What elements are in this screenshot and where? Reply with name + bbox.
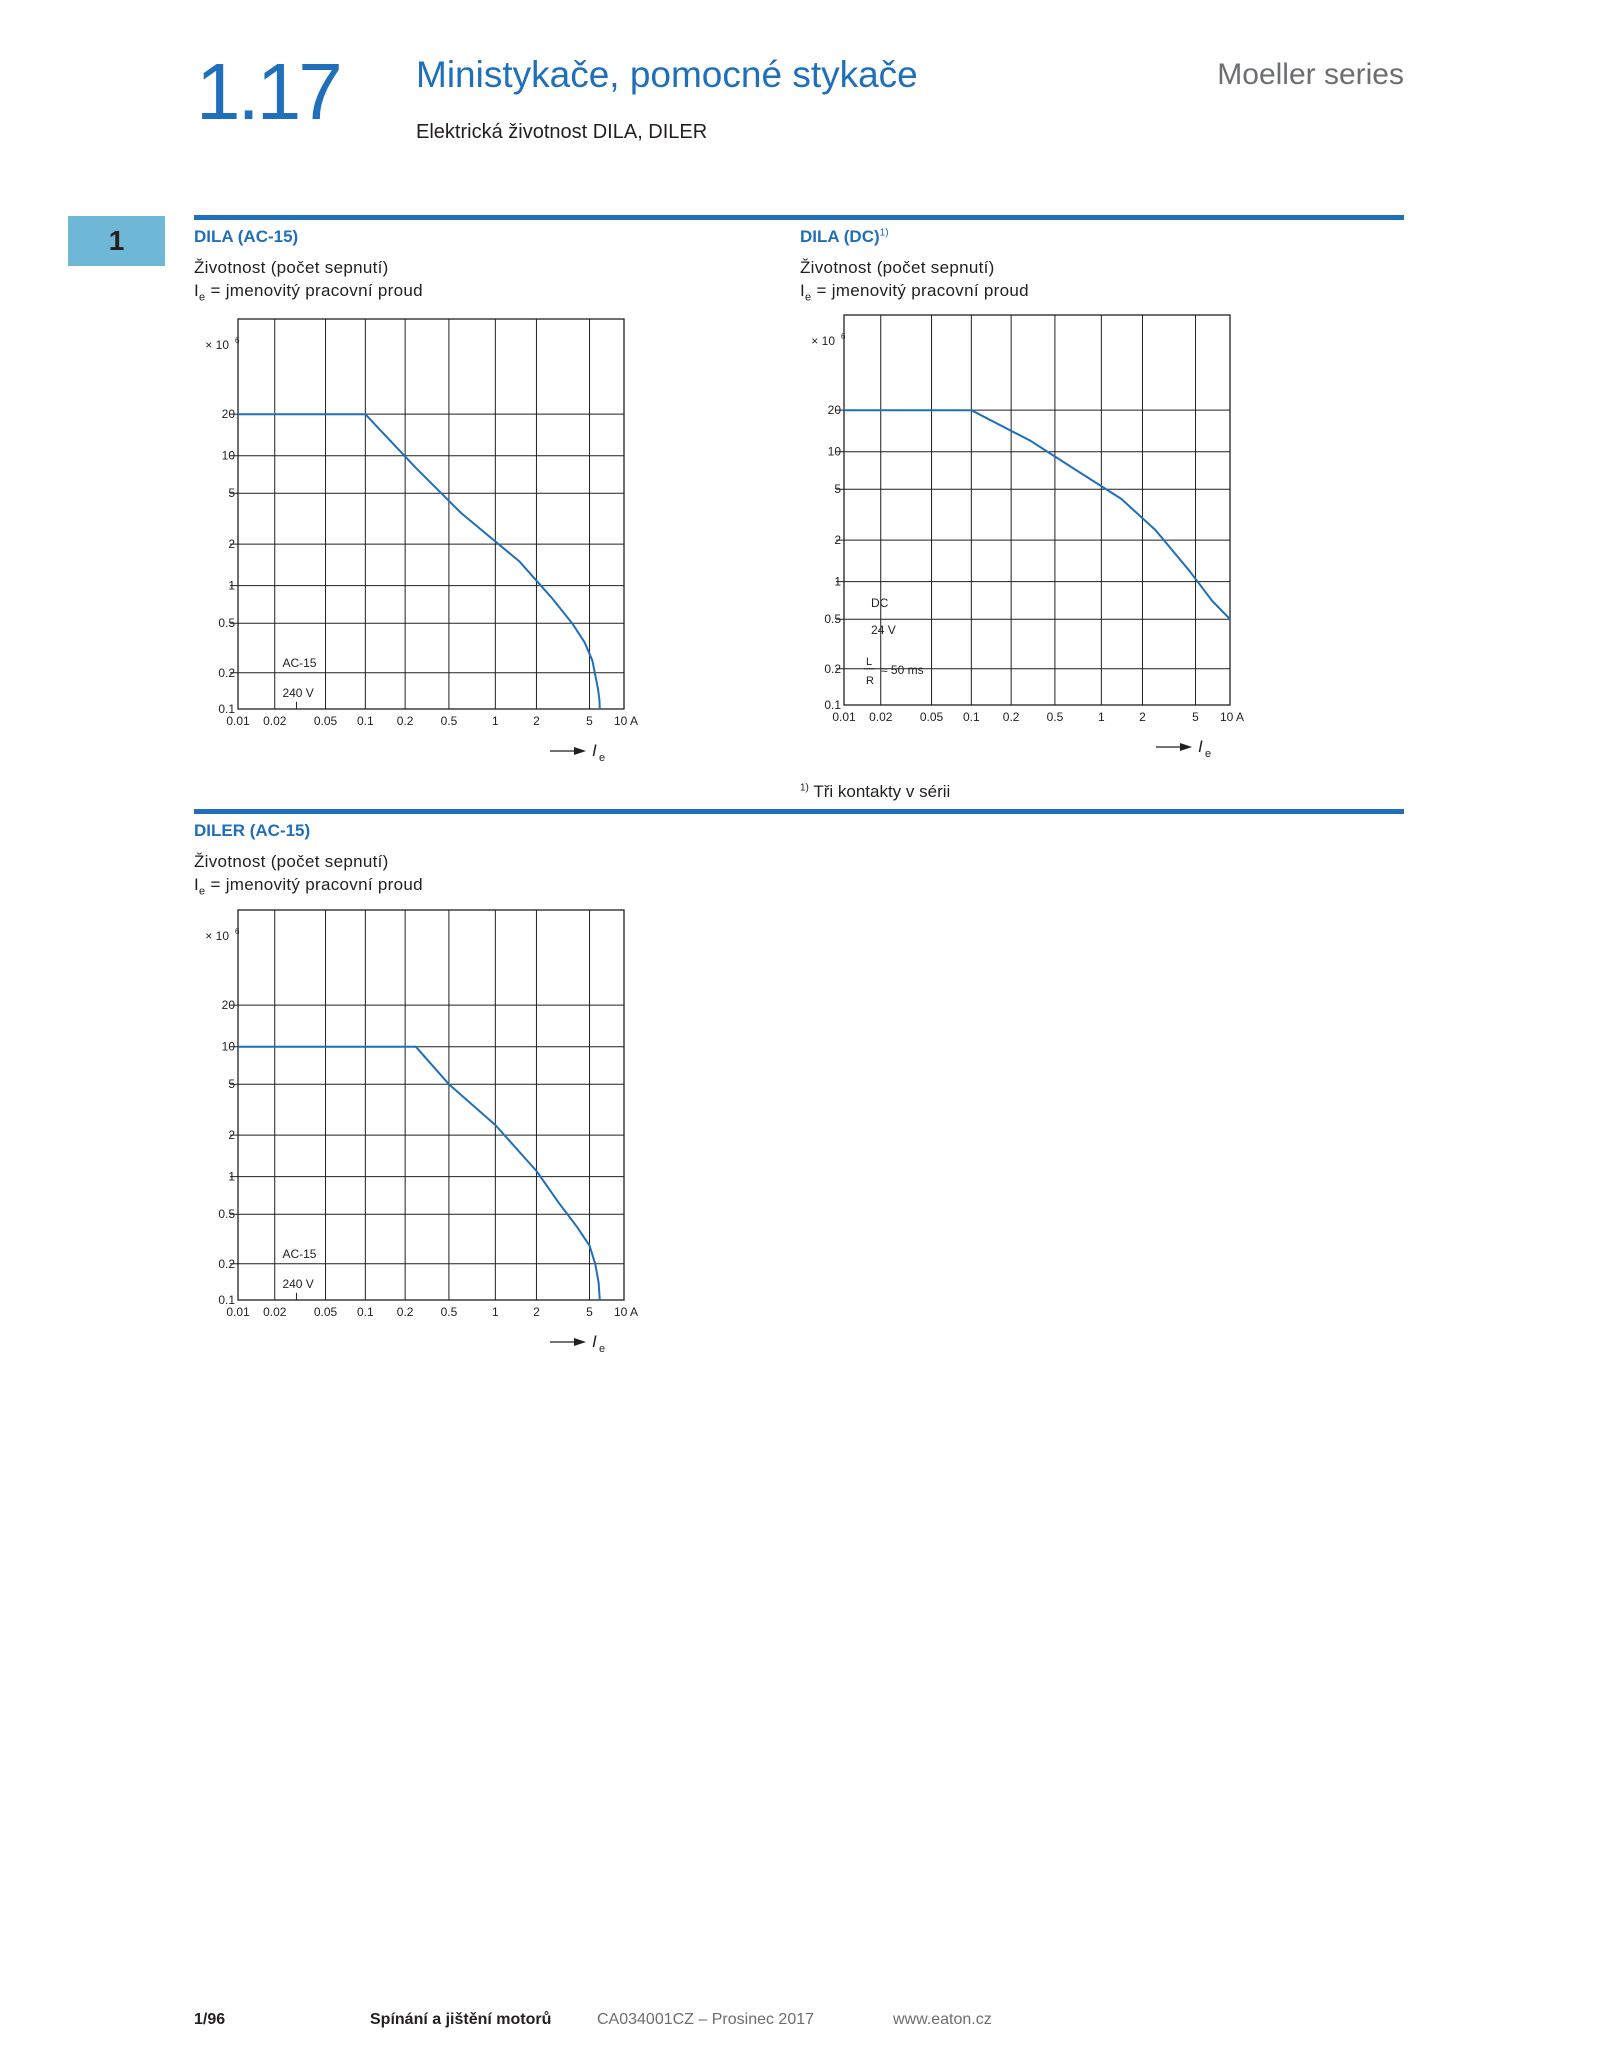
x-axis-label-subscript: e (599, 1343, 606, 1355)
chart-3-description: Životnost (počet sepnutí) (194, 852, 389, 871)
x-tick-label: 0.05 (313, 714, 338, 728)
y-tick-label: 5 (834, 482, 841, 497)
x-tick-label: 0.02 (263, 1305, 287, 1319)
section-number: 1.17 (196, 47, 340, 136)
y-tick-label: 1 (834, 574, 841, 589)
x-tick-label: 10 A (614, 1305, 639, 1319)
footer-doc-id: CA034001CZ – Prosinec 2017 (597, 2011, 815, 2028)
x-tick-label: 1 (492, 714, 499, 728)
y-tick-label: 0.2 (218, 1256, 235, 1271)
x-tick-label: 0.02 (869, 710, 893, 724)
footer-topic: Spínání a jištění motorů (370, 2011, 552, 2028)
y-tick-label: 5 (228, 486, 235, 501)
x-tick-label: 0.5 (440, 714, 458, 728)
x-tick-label: 0.02 (263, 714, 287, 728)
x-tick-label: 0.05 (313, 1305, 338, 1319)
x-axis-arrow-head (1180, 743, 1192, 751)
chart-diler-ac15 (190, 901, 660, 1371)
chart-2-current-definition: $I_e$ = jmenovitý pracovní proud (800, 281, 1029, 304)
y-unit-label: × 10 (205, 338, 229, 352)
chart-3-current-definition: $I_e$ = jmenovitý pracovní proud (194, 875, 423, 898)
series-line (844, 410, 1230, 619)
chart-1-description: Životnost (počet sepnutí) (194, 258, 389, 277)
y-tick-label: 0.5 (218, 1207, 235, 1222)
y-tick-label: 2 (228, 1128, 235, 1143)
y-tick-label: 0.1 (218, 702, 235, 716)
x-tick-label: 1 (492, 1305, 499, 1319)
x-tick-label: 0.5 (1046, 710, 1064, 724)
y-tick-label: 0.2 (218, 665, 235, 680)
x-tick-label: 0.05 (919, 710, 944, 724)
x-tick-label: 10 A (614, 714, 639, 728)
annotation-resistance: R (866, 674, 874, 687)
x-tick-label: 2 (533, 714, 540, 728)
x-axis-arrow-head (574, 747, 586, 755)
x-tick-label: 0.2 (396, 1305, 414, 1319)
y-tick-label: 1 (228, 1169, 235, 1184)
y-unit-label: × 10 (205, 929, 229, 943)
y-tick-label: 10 (221, 448, 235, 463)
x-tick-label: 1 (1098, 710, 1105, 724)
y-tick-label: 0.1 (824, 698, 841, 712)
plot-frame (238, 319, 624, 709)
x-axis-label-subscript: e (599, 752, 606, 764)
footer-page-number: 1/96 (194, 2011, 226, 2028)
x-tick-label: 2 (533, 1305, 540, 1319)
x-tick-label: 0.01 (226, 1305, 250, 1319)
x-tick-label: 0.1 (356, 714, 374, 728)
annotation-voltage: 240 V (282, 1276, 314, 1291)
annotation-voltage-class: AC-15 (282, 1246, 317, 1261)
section-rule-middle (194, 809, 1404, 814)
chart-dila-ac15 (190, 310, 660, 780)
plot-frame (238, 910, 624, 1300)
x-tick-label: 0.01 (226, 714, 250, 728)
annotation-voltage: 24 V (871, 623, 896, 638)
annotation-inductance: L (866, 655, 873, 668)
section-rule-top (194, 215, 1404, 220)
x-axis-label: I (592, 1332, 597, 1351)
annotation-voltage: 240 V (282, 685, 314, 700)
y-tick-label: 0.5 (824, 612, 841, 627)
y-tick-label: 0.1 (218, 1293, 235, 1307)
chart-1-current-definition: $I_e$ = jmenovitý pracovní proud (194, 281, 423, 304)
x-axis-label: I (1198, 737, 1203, 756)
y-tick-label: 10 (221, 1039, 235, 1054)
x-tick-label: 0.2 (1002, 710, 1020, 724)
page-title: Ministykače, pomocné stykače (416, 54, 918, 95)
y-tick-label: 2 (834, 533, 841, 548)
y-unit-exponent: 6 (235, 927, 240, 936)
x-tick-label: 0.1 (356, 1305, 374, 1319)
x-tick-label: 2 (1139, 710, 1146, 724)
y-tick-label: 20 (221, 998, 235, 1013)
annotation-voltage-class: AC-15 (282, 655, 317, 670)
y-tick-label: 1 (228, 578, 235, 593)
footer-url: www.eaton.cz (893, 2011, 992, 2028)
y-tick-label: 0.2 (824, 661, 841, 676)
y-unit-label: × 10 (811, 334, 835, 348)
chapter-tab: 1 (68, 216, 165, 266)
x-tick-label: 10 A (1220, 710, 1245, 724)
page-subtitle: Elektrická životnost DILA, DILER (416, 121, 708, 143)
y-tick-label: 5 (228, 1077, 235, 1092)
footnote: $^{1)}$ Tři kontakty v sérii (800, 782, 951, 801)
y-unit-exponent: 6 (235, 336, 240, 345)
x-tick-label: 5 (586, 1305, 593, 1319)
series-label: Moeller series (1217, 58, 1404, 91)
chart-2-title: DILA (DC)$^{1)}$ (800, 227, 889, 246)
x-tick-label: 0.5 (440, 1305, 458, 1319)
chart-2-description: Životnost (počet sepnutí) (800, 258, 995, 277)
plot-frame (844, 315, 1230, 705)
y-tick-label: 0.5 (218, 616, 235, 631)
x-axis-arrow-head (574, 1338, 586, 1346)
x-tick-label: 0.01 (832, 710, 856, 724)
annotation-time-constant: ≈ 50 ms (881, 662, 924, 677)
chart-1-title: DILA (AC-15) (194, 227, 299, 246)
y-unit-exponent: 6 (841, 332, 846, 341)
x-tick-label: 0.2 (396, 714, 414, 728)
chart-dila-dc (796, 306, 1266, 776)
chart-3-title: DILER (AC-15) (194, 821, 311, 840)
x-tick-label: 5 (586, 714, 593, 728)
x-axis-label: I (592, 741, 597, 760)
y-tick-label: 20 (827, 403, 841, 418)
x-tick-label: 5 (1192, 710, 1199, 724)
footnote-ref: 1) (879, 227, 889, 239)
x-tick-label: 0.1 (962, 710, 980, 724)
annotation-current-type: DC (871, 596, 889, 611)
y-tick-label: 10 (827, 444, 841, 459)
y-tick-label: 2 (228, 537, 235, 552)
y-tick-label: 20 (221, 407, 235, 422)
x-axis-label-subscript: e (1205, 748, 1212, 760)
